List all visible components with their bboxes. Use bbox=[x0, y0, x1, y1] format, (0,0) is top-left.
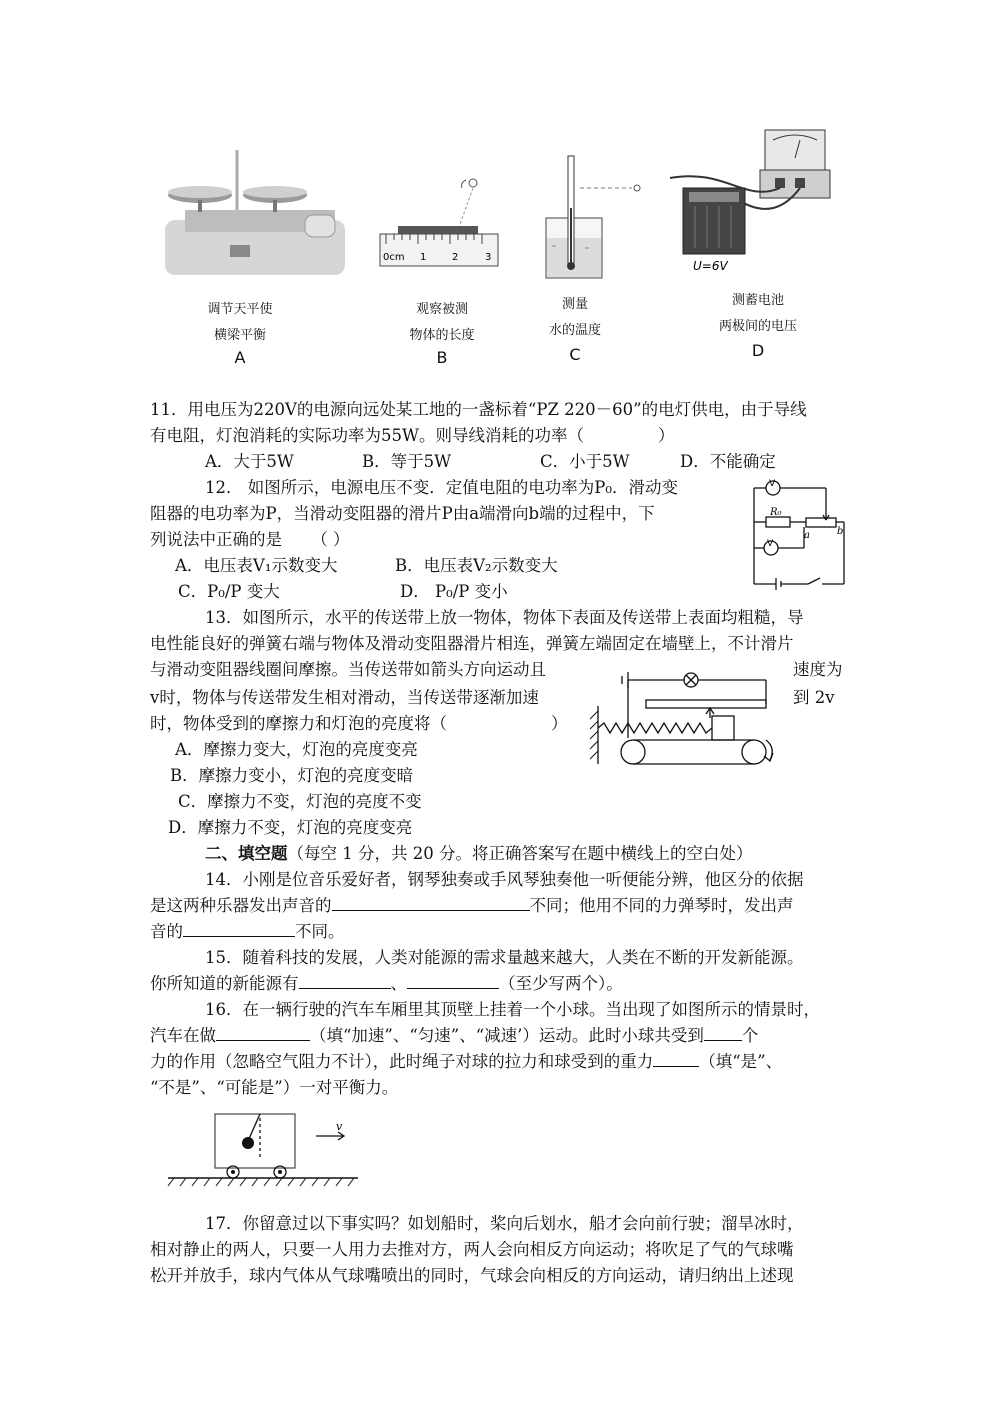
figure-b-caption-2: 物体的长度 bbox=[409, 328, 475, 343]
q16-blank-3[interactable] bbox=[653, 1052, 699, 1067]
q11-option-c: C．小于5W bbox=[540, 452, 630, 471]
q12-option-b: B．电压表V₂示数变大 bbox=[395, 556, 558, 575]
figure-c-letter: C bbox=[569, 345, 581, 364]
figure-a-caption-1: 调节天平使 bbox=[207, 302, 273, 317]
q13-line1: 13．如图所示，水平的传送带上放一物体，物体下表面及传送带上表面均粗糙，导 bbox=[205, 608, 804, 627]
q15-blank-1[interactable] bbox=[299, 974, 391, 989]
section-2-desc: （每空 1 分，共 20 分。将正确答案写在题中横线上的空白处） bbox=[287, 844, 753, 863]
ruler-label-1: 1 bbox=[420, 252, 427, 263]
q13-line4: v时，物体与传送带发生相对滑动，当传送带逐渐加速 bbox=[150, 688, 539, 707]
q14-line3 bbox=[150, 922, 345, 942]
q15-blank-2[interactable] bbox=[407, 974, 499, 989]
q16-cart-figure bbox=[168, 1108, 368, 1188]
q17-line2: 相对静止的两人，只要一人用力去推对方，两人会向相反方向运动；将吹足了气的气球嘴 bbox=[150, 1240, 794, 1259]
q11-option-b: B．等于5W bbox=[362, 452, 452, 471]
q14-line2 bbox=[150, 896, 794, 916]
ruler-figure bbox=[378, 168, 508, 278]
q14-blank-1[interactable] bbox=[332, 896, 530, 911]
svg-text:V: V bbox=[769, 479, 776, 489]
q16-line4: “不是”、“可能是”）一对平衡力。 bbox=[150, 1078, 399, 1097]
section-2-title: 二、填空题 bbox=[205, 844, 288, 863]
q12-label-b: b bbox=[837, 526, 844, 537]
figure-b-caption-1: 观察被测 bbox=[415, 302, 468, 317]
q12-line3-paren: （ ） bbox=[311, 530, 350, 549]
q16-blank-2[interactable] bbox=[704, 1026, 742, 1041]
q16-velocity-label: v bbox=[336, 1120, 343, 1133]
q11-option-d: D．不能确定 bbox=[680, 452, 776, 471]
q16-line3b: （填“是”、 bbox=[699, 1052, 783, 1071]
q17-line1: 17．你留意过以下事实吗？如划船时，桨向后划水，船才会向前行驶；溜旱冰时， bbox=[205, 1214, 804, 1233]
q13-option-d: D．摩擦力不变，灯泡的亮度变亮 bbox=[168, 818, 413, 837]
q12-line3-text: 列说法中正确的是 bbox=[150, 530, 282, 549]
q13-line2: 电性能良好的弹簧右端与物体及滑动变阻器滑片相连，弹簧左端固定在墙壁上，不计滑片 bbox=[150, 634, 794, 653]
q12-option-a: A．电压表V₁示数变大 bbox=[175, 556, 338, 575]
battery-voltage-label: U=6V bbox=[693, 259, 728, 273]
balance-figure bbox=[155, 150, 355, 280]
q12-label-a: a bbox=[804, 530, 810, 541]
q13-option-c: C．摩擦力不变，灯泡的亮度不变 bbox=[178, 792, 422, 811]
q15-line1: 15．随着科技的发展，人类对能源的需求量越来越大，人类在不断的开发新能源。 bbox=[205, 948, 804, 967]
q12-line1: 12． 如图所示，电源电压不变．定值电阻的电功率为P₀．滑动变 bbox=[205, 478, 678, 497]
q14-line2b: 不同；他用不同的力弹琴时，发出声 bbox=[529, 896, 794, 915]
figure-d-caption-2: 两极间的电压 bbox=[718, 319, 797, 334]
q12-option-d: D． P₀/P 变小 bbox=[400, 582, 508, 601]
q13-option-a: A．摩擦力变大，灯泡的亮度变亮 bbox=[175, 740, 418, 759]
figure-a-caption-2: 横梁平衡 bbox=[213, 328, 266, 343]
q11-option-a: A．大于5W bbox=[205, 452, 294, 471]
q16-line2b: （填“加速”、“匀速”、“减速’）运动。此时小球共受到 bbox=[310, 1026, 704, 1045]
q13-line5 bbox=[150, 714, 568, 734]
figure-c-caption-2: 水的温度 bbox=[548, 323, 601, 338]
q12-option-c: C．P₀/P 变大 bbox=[178, 582, 280, 601]
q13-line5-text: 时，物体受到的摩擦力和灯泡的亮度将（ bbox=[150, 714, 447, 733]
battery-voltmeter-figure bbox=[665, 128, 845, 273]
q12-line3 bbox=[150, 530, 350, 550]
q12-line2: 阻器的电功率为P，当滑动变阻器的滑片P由a端滑向b端的过程中，下 bbox=[150, 504, 655, 523]
ruler-label-0cm: 0cm bbox=[383, 252, 405, 263]
q13-conveyor-figure bbox=[588, 666, 788, 776]
q16-line2 bbox=[150, 1026, 758, 1046]
q16-blank-1[interactable] bbox=[216, 1026, 310, 1041]
q11-line2-text: 有电阻，灯泡消耗的实际功率为55W。则导线消耗的功率（ bbox=[150, 426, 584, 445]
q14-line2a: 是这两种乐器发出声音的 bbox=[150, 896, 332, 915]
q15-line2c: （至少写两个）。 bbox=[499, 974, 623, 993]
figure-a-letter: A bbox=[234, 348, 246, 367]
q14-line3b: 不同。 bbox=[295, 922, 345, 941]
q12-label-r0: R₀ bbox=[770, 507, 782, 518]
svg-text:V: V bbox=[767, 539, 774, 549]
q11-line2 bbox=[150, 426, 674, 446]
figure-b-letter: B bbox=[436, 348, 448, 367]
q16-line3a: 力的作用（忽略空气阻力不计），此时绳子对球的拉力和球受到的重力 bbox=[150, 1052, 654, 1071]
figure-c-caption-1: 测量 bbox=[561, 297, 588, 312]
q14-line3a: 音的 bbox=[150, 922, 183, 941]
q16-line1: 16．在一辆行驶的汽车车厢里其顶壁上挂着一个小球。当出现了如图所示的情景时， bbox=[205, 1000, 820, 1019]
q13-line5-end: ） bbox=[551, 714, 568, 733]
q13-line3-right: 速度为 bbox=[793, 660, 843, 679]
section-2-heading bbox=[205, 844, 752, 864]
q16-line2c: 个 bbox=[741, 1026, 759, 1045]
q11-line1: 11．用电压为220V的电源向远处某工地的一盏标着“PZ 220－60”的电灯供电，由于导线 bbox=[150, 400, 807, 419]
q16-line2a: 汽车在做 bbox=[150, 1026, 216, 1045]
ruler-label-2: 2 bbox=[452, 252, 459, 263]
q16-line3 bbox=[150, 1052, 782, 1072]
figure-d-caption-1: 测蓄电池 bbox=[731, 293, 784, 308]
q11-line2-end: ） bbox=[657, 426, 675, 445]
q15-line2a: 你所知道的新能源有 bbox=[150, 974, 299, 993]
q15-line2 bbox=[150, 974, 623, 994]
thermometer-figure bbox=[540, 148, 650, 278]
q12-circuit-figure bbox=[746, 476, 856, 598]
figure-d-letter: D bbox=[751, 341, 765, 360]
q14-line1: 14．小刚是位音乐爱好者，钢琴独奏或手风琴独奏他一听便能分辨，他区分的依据 bbox=[205, 870, 804, 889]
q15-line2b: 、 bbox=[390, 974, 407, 993]
q13-line3: 与滑动变阻器线圈间摩擦。当传送带如箭头方向运动且 bbox=[150, 660, 546, 679]
ruler-label-3: 3 bbox=[485, 252, 492, 263]
q17-line3: 松开并放手，球内气体从气球嘴喷出的同时，气球会向相反的方向运动，请归纳出上述现 bbox=[150, 1266, 794, 1285]
q14-blank-2[interactable] bbox=[183, 922, 295, 937]
q13-line4-right: 到 2v bbox=[793, 688, 835, 707]
q13-option-b: B．摩擦力变小，灯泡的亮度变暗 bbox=[170, 766, 414, 785]
